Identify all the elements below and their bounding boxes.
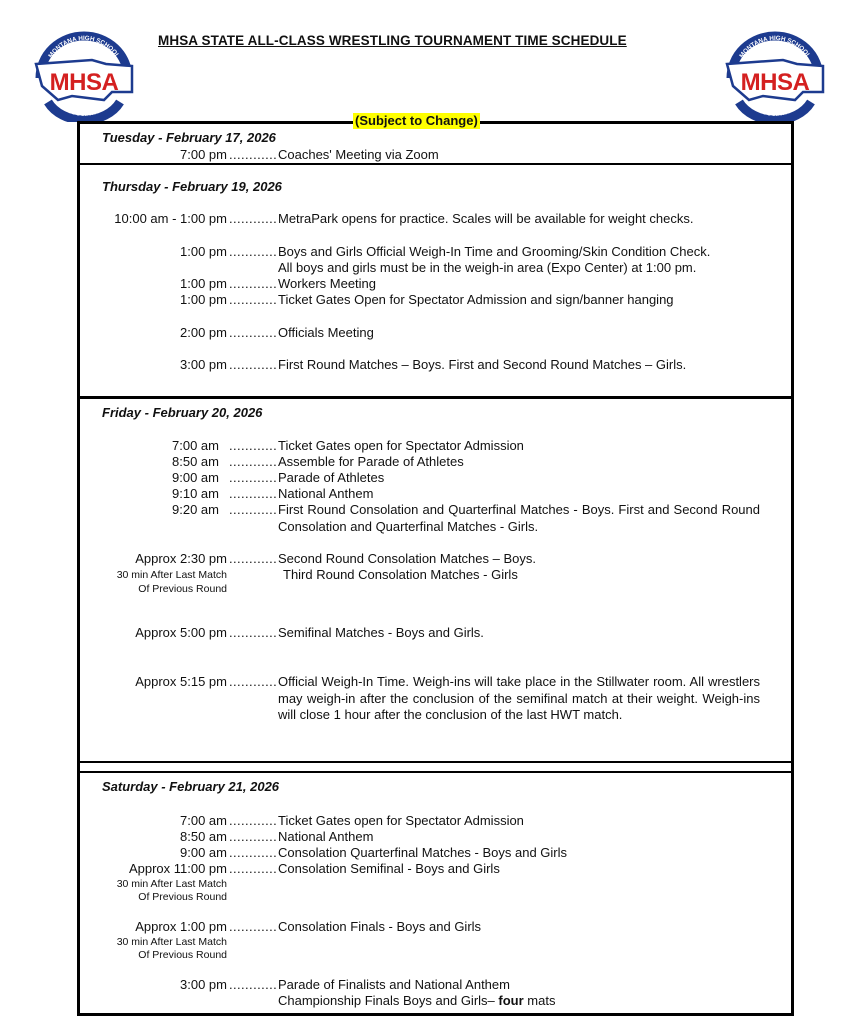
dot-leader: ............ [229,438,277,453]
logo-initials: MHSA [49,69,119,96]
mhsa-logo-icon [32,30,136,122]
schedule-row [0,325,861,341]
desc-emphasis: four [498,993,524,1008]
logo-bottom-text: ASSOCIATION [753,105,797,118]
event-description: Workers Meeting [278,276,377,291]
event-description: Parade of Finalists and National Anthem [278,977,510,992]
dot-leader: ............ [229,551,277,566]
logo-initials: MHSA [740,69,810,96]
schedule-row [0,244,861,260]
time-note: 30 min After Last Match [116,936,227,948]
event-description: National Anthem [278,486,374,501]
schedule-row [0,977,861,993]
desc-part: Championship Finals Boys and Girls– [278,993,499,1008]
time-note: Of Previous Round [138,949,227,961]
dot-leader: ............ [229,919,277,934]
event-time: 10:00 am - 1:00 pm [114,211,227,226]
schedule-row [0,470,861,486]
event-description: Semifinal Matches - Boys and Girls. [278,625,484,640]
logo-ring-text: MONTANA HIGH SCHOOL [47,34,121,60]
event-time: 1:00 pm [180,276,227,291]
event-description: Boys and Girls Official Weigh-In Time and Grooming/Skin Condition Check. [278,244,711,259]
time-note: Of Previous Round [138,891,227,903]
schedule-row-continued [0,890,861,906]
dot-leader: ............ [229,977,277,992]
event-description: Ticket Gates Open for Spectator Admission and sign/banner hanging [278,292,674,307]
mhsa-logo-right [723,30,827,122]
dot-leader: ............ [229,292,277,307]
day-heading: Tuesday - February 17, 2026 [102,130,276,145]
schedule-row-continued [0,993,861,1009]
event-time: 7:00 am [180,813,227,828]
event-time: 9:00 am [180,845,227,860]
mhsa-logo-left [32,30,136,122]
dot-leader: ............ [229,829,277,844]
desc-part: mats [523,993,556,1008]
dot-leader: ............ [229,147,277,162]
event-description: First Round Consolation and Quarterfinal Matches - Boys. First and Second Round Consolation and Quarterfinal Matches - Girls. [278,502,760,534]
event-description: National Anthem [278,829,374,844]
schedule-row [0,813,861,829]
schedule-row [0,919,861,935]
dot-leader: ............ [229,325,277,340]
dot-leader: ............ [229,357,277,372]
schedule-row [0,551,861,567]
event-time: 7:00 pm [180,147,227,162]
event-description-line2: Third Round Consolation Matches - Girls [283,567,518,582]
event-description: Consolation Semifinal - Boys and Girls [278,861,500,876]
dot-leader: ............ [229,813,277,828]
day-heading: Thursday - February 19, 2026 [102,179,282,194]
event-description: Assemble for Parade of Athletes [278,454,464,469]
time-note: Of Previous Round [138,583,227,595]
schedule-row [0,861,861,877]
event-description: Coaches' Meeting via Zoom [278,147,439,162]
schedule-row [0,454,861,470]
event-time: Approx 2:30 pm [135,551,227,566]
schedule-row-continued [0,567,861,583]
event-time: 8:50 am [172,454,219,469]
schedule-row [0,625,861,641]
event-description: Consolation Quarterfinal Matches - Boys and Girls [278,845,568,860]
dot-leader: ............ [229,625,277,640]
dot-leader: ............ [229,486,277,501]
dot-leader: ............ [229,845,277,860]
event-time: 1:00 pm [180,244,227,259]
event-description: MetraPark opens for practice. Scales will be available for weight checks. [278,211,694,226]
event-time: Approx 5:00 pm [135,625,227,640]
event-time: 7:00 am [172,438,219,453]
logo-ring-text: MONTANA HIGH SCHOOL [738,34,812,60]
dot-leader: ............ [229,470,277,485]
event-description: First Round Matches – Boys. First and Second Round Matches – Girls. [278,357,687,372]
dot-leader: ............ [229,502,277,517]
schedule-row [0,502,861,536]
event-description: Ticket Gates open for Spectator Admission [278,438,524,453]
event-description: Consolation Finals - Boys and Girls [278,919,482,934]
day-heading: Friday - February 20, 2026 [102,405,263,420]
event-time: 9:10 am [172,486,219,501]
event-time: Approx 5:15 pm [135,674,227,689]
dot-leader: ............ [229,244,277,259]
dot-leader: ............ [229,276,277,291]
logo-bottom-text: ASSOCIATION [62,105,106,118]
schedule-row-continued [0,260,861,276]
event-description: Officials Meeting [278,325,374,340]
event-description: Ticket Gates open for Spectator Admission [278,813,524,828]
dot-leader: ............ [229,674,277,689]
event-time: 2:00 pm [180,325,227,340]
schedule-row [0,276,861,292]
dot-leader: ............ [229,454,277,469]
event-time: 9:00 am [172,470,219,485]
event-time: 1:00 pm [180,292,227,307]
dot-leader: ............ [229,861,277,876]
event-description: Second Round Consolation Matches – Boys. [278,551,536,566]
event-description: Parade of Athletes [278,470,385,485]
schedule-row [0,829,861,845]
time-note: 30 min After Last Match [116,569,227,581]
mhsa-logo-icon [723,30,827,122]
event-time: Approx 1:00 pm [135,919,227,934]
time-note: 30 min After Last Match [116,878,227,890]
schedule-row [0,292,861,308]
schedule-row [0,845,861,861]
schedule-row [0,486,861,502]
event-time: Approx 11:00 pm [128,861,227,876]
event-time: 3:00 pm [180,357,227,372]
day-heading: Saturday - February 21, 2026 [102,779,280,794]
schedule-row-continued [0,582,861,598]
event-time: 9:20 am [172,502,219,517]
schedule-row [0,357,861,373]
dot-leader: ............ [229,211,277,226]
event-description-line2: All boys and girls must be in the weigh-in area (Expo Center) at 1:00 pm. [278,260,697,275]
event-time: 3:00 pm [180,977,227,992]
schedule-row [0,438,861,454]
subject-to-change-note: (Subject to Change) [355,113,478,128]
schedule-row [0,211,861,227]
event-time: 8:50 am [180,829,227,844]
schedule-row-continued [0,948,861,964]
schedule-row [0,147,861,163]
event-description: Official Weigh-In Time. Weigh-ins will take place in the Stillwater room. All wrestlers may weigh-in after the conclusion of the semifinal match at their weight. Weigh-ins will close 1 hour after the conclusion of the last HWT match. [278,674,760,722]
page-title: MHSA STATE ALL-CLASS WRESTLING TOURNAMENT TIME SCHEDULE [158,33,627,48]
event-description-line2 [278,993,760,1009]
schedule-row [0,674,861,724]
